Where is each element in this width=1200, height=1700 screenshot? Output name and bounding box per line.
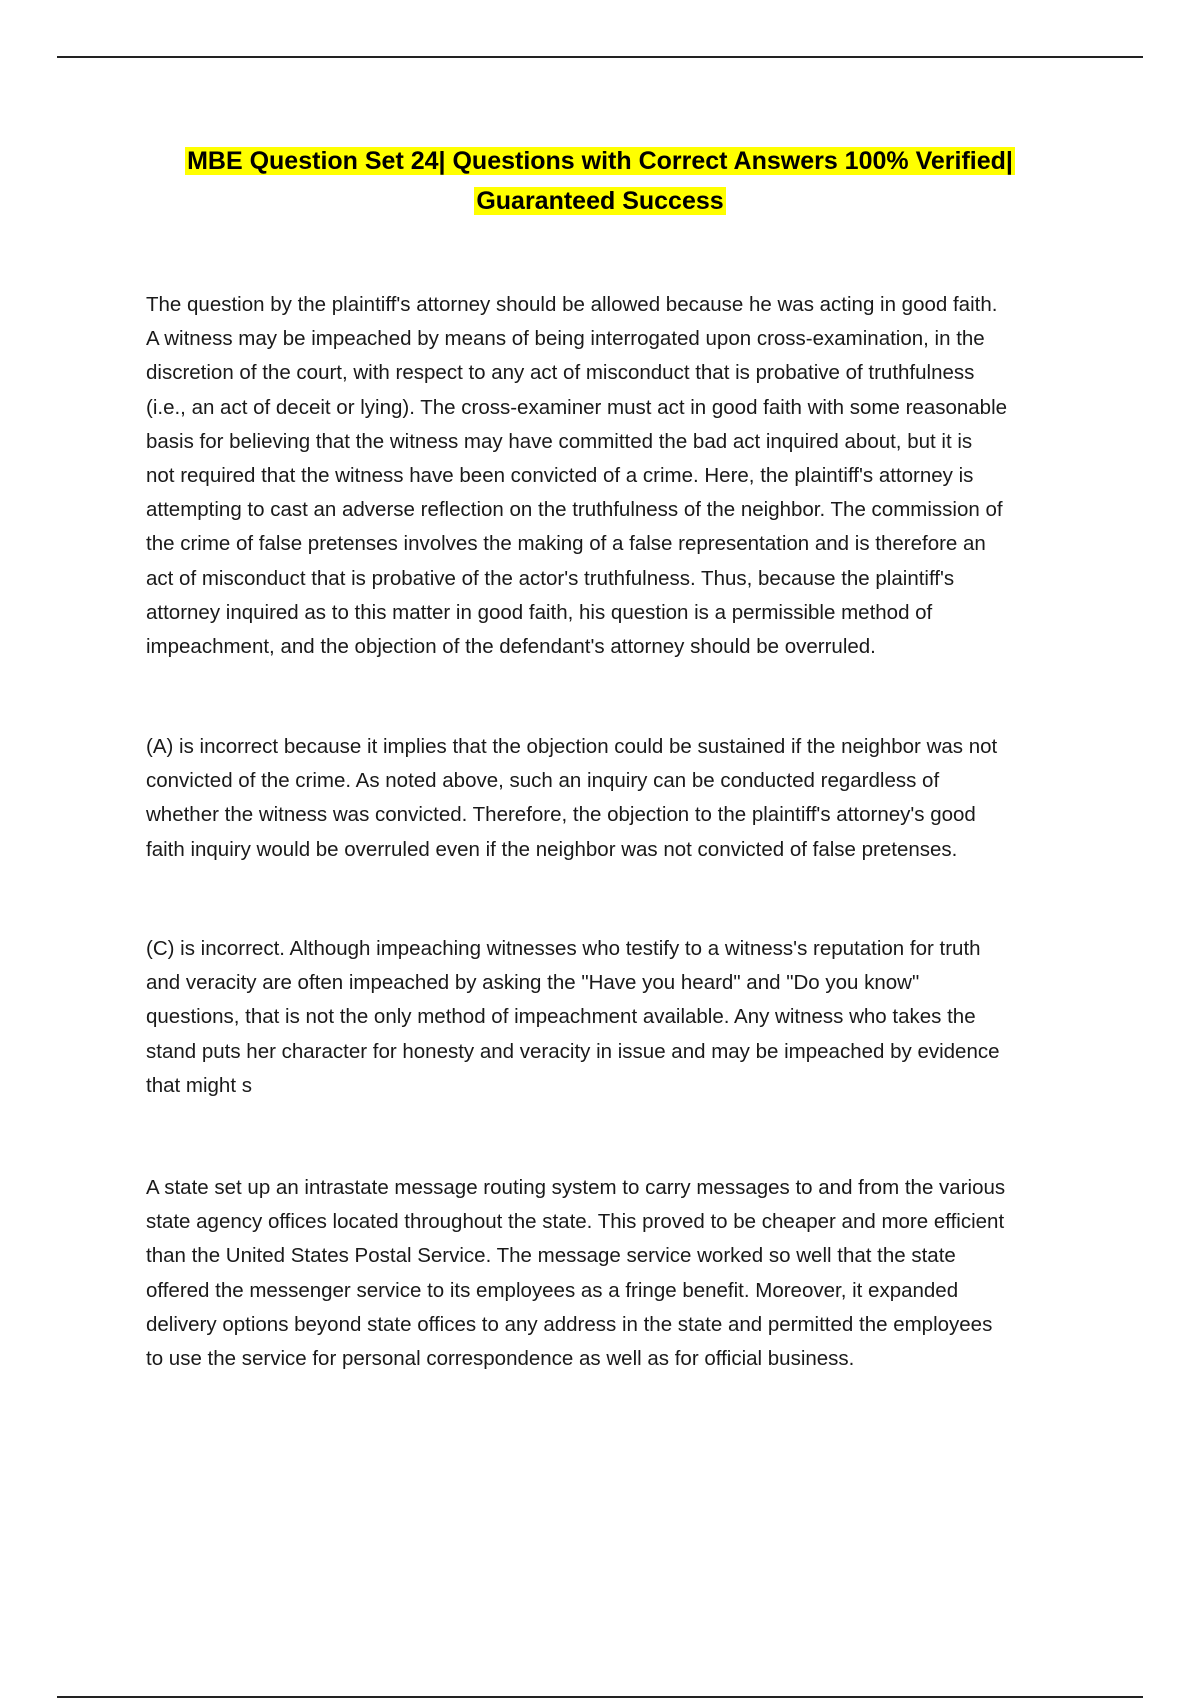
text-line: whether the witness was convicted. Therefore, the objection to the plaintiff's attorney's good (146, 803, 976, 827)
title-line-1: MBE Question Set 24| Questions with Correct Answers 100% Verified| (187, 147, 1013, 175)
text-line: (i.e., an act of deceit or lying). The cross-examiner must act in good faith with some reasonable (146, 395, 1008, 419)
text-line: not required that the witness have been convicted of a crime. Here, the plaintiff's attorney is (146, 464, 974, 488)
text-line: (A) is incorrect because it implies that the objection could be sustained if the neighbor was not (146, 735, 998, 758)
paragraph-explanation (146, 288, 1096, 664)
text-line: (C) is incorrect. Although impeaching witnesses who testify to a witness's reputation for truth (146, 937, 981, 960)
paragraph-option-c (146, 932, 1096, 1103)
text-line: discretion of the court, with respect to any act of misconduct that is probative of truthfulness (146, 361, 975, 385)
bottom-rule (57, 1696, 1143, 1698)
text-line: the crime of false pretenses involves the making of a false representation and is therefore an (146, 532, 986, 556)
text-line: delivery options beyond state offices to any address in the state and permitted the employees (146, 1312, 993, 1336)
text-line: The question by the plaintiff's attorney should be allowed because he was acting in good faith. (146, 293, 998, 316)
text-line: A witness may be impeached by means of being interrogated upon cross-examination, in the (146, 327, 985, 351)
text-line: and veracity are often impeached by asking the "Have you heard" and "Do you know" (146, 971, 920, 995)
title-line-2: Guaranteed Success (476, 187, 724, 215)
text-line: A state set up an intrastate message routing system to carry messages to and from the various (146, 1176, 1006, 1199)
text-line: offered the messenger service to its employees as a fringe benefit. Moreover, it expanded (146, 1278, 959, 1302)
text-line: basis for believing that the witness may have committed the bad act inquired about, but it is (146, 429, 973, 453)
text-line: than the United States Postal Service. The message service worked so well that the state (146, 1244, 956, 1268)
paragraph-question (146, 1171, 1096, 1376)
text-line: that might s (146, 1073, 252, 1097)
text-line: to use the service for personal correspondence as well as for official business. (146, 1347, 855, 1371)
top-rule (57, 56, 1143, 58)
text-line: state agency offices located throughout the state. This proved to be cheaper and more efficient (146, 1210, 1005, 1234)
text-line: questions, that is not the only method of impeachment available. Any witness who takes the (146, 1005, 976, 1029)
text-line: attempting to cast an adverse reflection on the truthfulness of the neighbor. The commission of (146, 498, 1003, 522)
text-line: faith inquiry would be overruled even if the neighbor was not convicted of false pretenses. (146, 837, 958, 861)
paragraph-option-a (146, 730, 1096, 867)
text-line: attorney inquired as to this matter in good faith, his question is a permissible method of (146, 600, 933, 624)
text-line: convicted of the crime. As noted above, such an inquiry can be conducted regardless of (146, 769, 940, 793)
document-title (100, 141, 1100, 221)
text-line: impeachment, and the objection of the defendant's attorney should be overruled. (146, 635, 876, 659)
text-line: act of misconduct that is probative of the actor's truthfulness. Thus, because the plaintiff's (146, 566, 955, 590)
text-line: stand puts her character for honesty and veracity in issue and may be impeached by evidence (146, 1039, 1000, 1063)
